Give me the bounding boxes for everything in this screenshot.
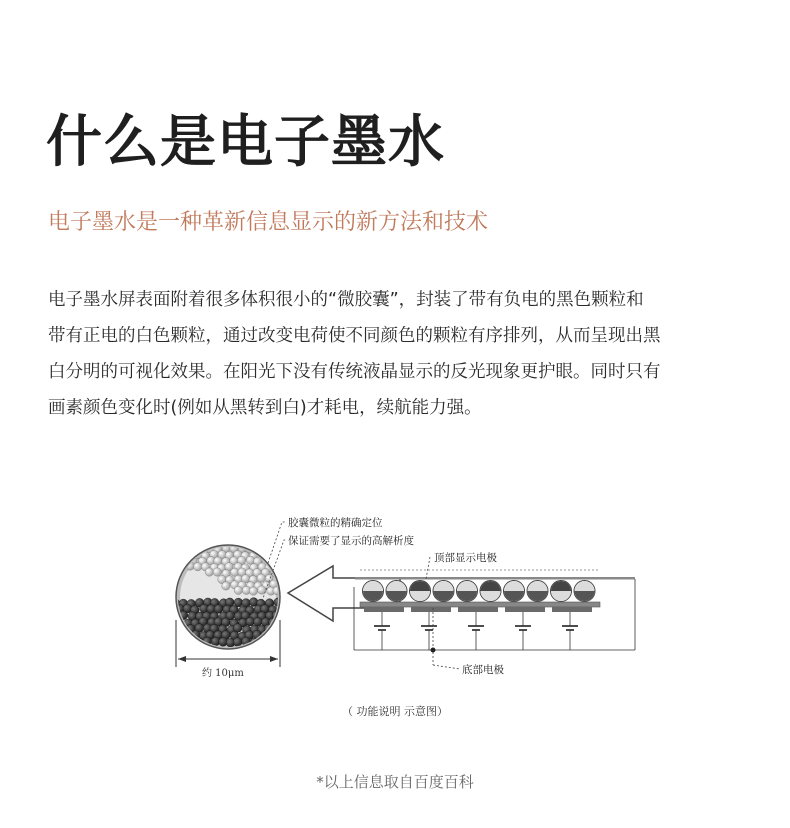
black-particle [176, 631, 185, 640]
electrode-segment [552, 607, 592, 612]
black-particle [276, 631, 285, 640]
white-particle [222, 582, 230, 590]
black-particle [264, 638, 273, 647]
capsule-bottom-half [575, 591, 595, 601]
white-particle [174, 545, 182, 553]
capsule-top-half [434, 581, 454, 591]
bottom-electrode-label: 底部电极 [462, 664, 504, 676]
white-particle [257, 574, 265, 582]
white-particle [275, 562, 283, 570]
diagram-caption: （ 功能说明 示意图） [342, 705, 448, 718]
electrode-segment [364, 607, 404, 612]
black-particle [179, 638, 188, 647]
electrode-segment [411, 607, 451, 612]
page-subtitle: 电子墨水是一种革新信息显示的新方法和技术 [48, 210, 489, 235]
paragraph-line: 带有正电的白色颗粒，通过改变电荷使不同颜色的颗粒有序排列，从而呈现出黑 [48, 326, 661, 346]
top-electrode-label: 顶部显示电极 [434, 552, 497, 564]
capsule-top-half [410, 581, 430, 591]
capsule-top-half [457, 581, 477, 591]
capsule-bottom-half [528, 591, 548, 601]
white-particle [213, 568, 221, 576]
electrode-segment [458, 607, 498, 612]
paragraph-line: 白分明的可视化效果。在阳光下没有传统液晶显示的反光现象更护眼。同时只有 [48, 362, 661, 382]
capsule-bottom-half [551, 591, 571, 601]
white-particle [263, 546, 271, 554]
black-particle [253, 617, 262, 626]
black-particle [233, 638, 242, 647]
electrode-segment [505, 607, 545, 612]
capsule-bottom-half [434, 591, 454, 601]
paragraph-line: 画素颜色变化时(例如从黑转到白)才耗电，续航能力强。 [48, 398, 482, 418]
description-paragraph [48, 282, 760, 426]
capsule-label-resolution: 保证需要了显示的高解析度 [288, 535, 414, 547]
white-particle [234, 586, 242, 594]
capsule-top-half [528, 581, 548, 591]
white-particle [249, 587, 257, 595]
source-footnote: *以上信息取自百度百科 [316, 773, 474, 791]
bottom-electrode-segments [364, 607, 592, 612]
power-sources [374, 612, 578, 650]
capsule-bottom-half [410, 591, 430, 601]
capsule-magnified-view [171, 544, 286, 649]
white-particle [271, 558, 279, 566]
black-particle [268, 631, 277, 640]
white-particle [181, 544, 189, 552]
electrode-structure [354, 551, 635, 676]
white-particle [173, 556, 181, 564]
capsule-bottom-half [481, 591, 501, 601]
white-particle [253, 544, 261, 552]
page-title: 什么是电子墨水 [46, 110, 445, 175]
white-particle [190, 545, 198, 553]
capsule-top-half [481, 581, 501, 591]
capsule-bottom-half [504, 591, 524, 601]
capsule-top-half [575, 581, 595, 591]
capsule-top-half [504, 581, 524, 591]
white-particle [179, 550, 187, 558]
paragraph-line: 电子墨水屏表面附着很多体积很小的“微胶囊”，封装了带有负电的黑色颗粒和 [48, 290, 644, 310]
e-ink-diagram [150, 505, 650, 695]
black-particle [188, 638, 197, 647]
capsule-top-half [551, 581, 571, 591]
capsule-bottom-half [457, 591, 477, 601]
white-particle [205, 568, 213, 576]
black-particle [274, 637, 283, 646]
black-particle [277, 618, 286, 627]
capsule-row [363, 581, 596, 602]
size-label: 约 10μm [202, 668, 244, 679]
capsule-label-positioning: 胶囊微粒的精确定位 [288, 517, 383, 529]
white-particle [269, 545, 277, 553]
black-particle [273, 624, 282, 633]
white-particle [193, 563, 201, 571]
